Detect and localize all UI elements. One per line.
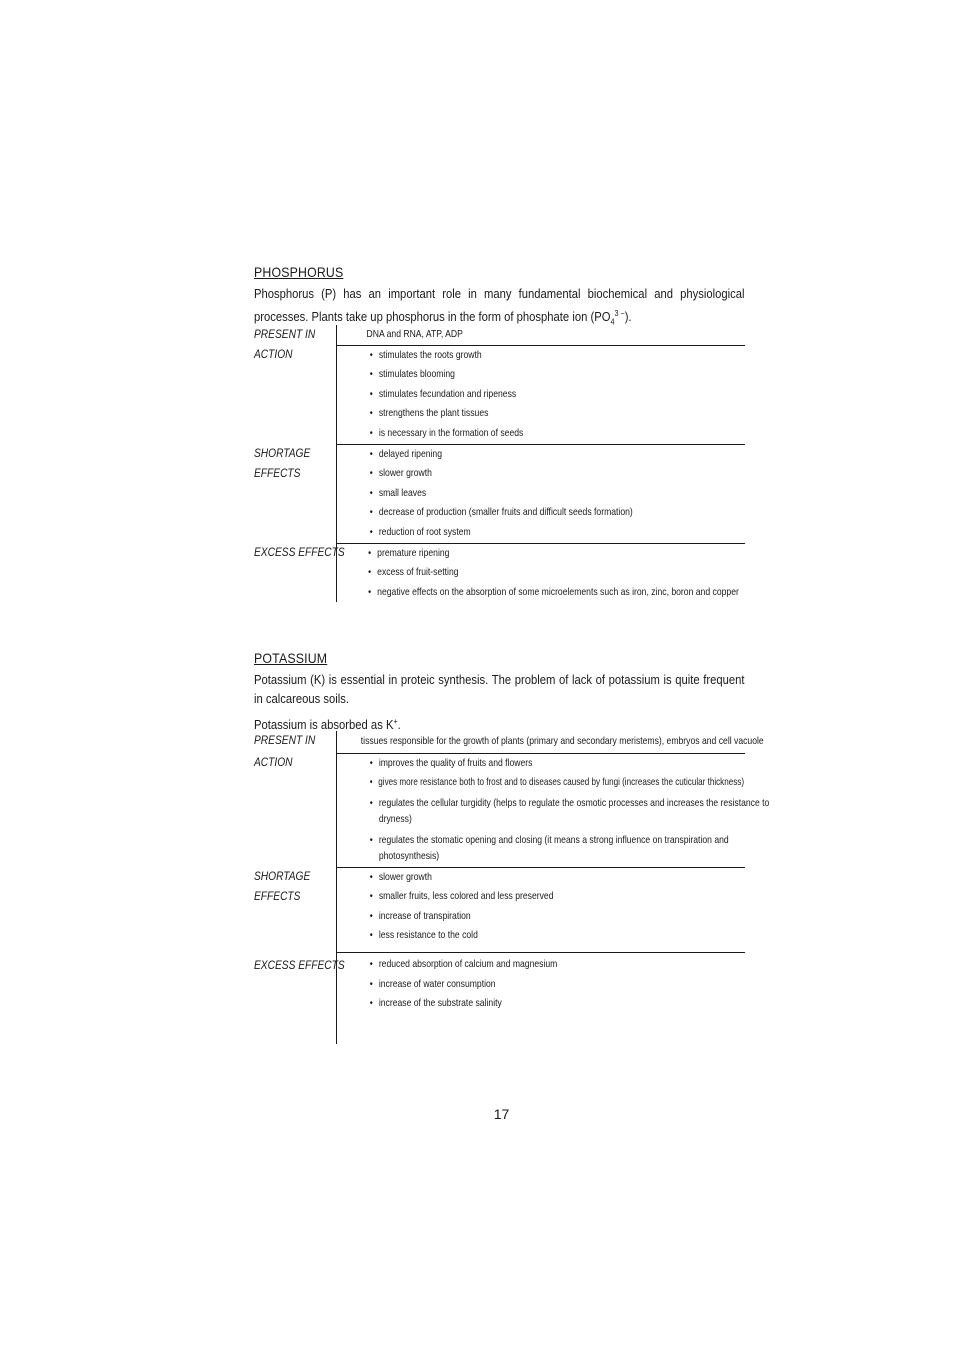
label-excess-effects: EXCESS EFFECTS	[254, 957, 345, 972]
list-item: • strengthens the plant tissues	[369, 407, 489, 420]
phosphorus-section	[254, 264, 745, 602]
list-item: • is necessary in the formation of seeds	[369, 426, 524, 439]
present-in-value: DNA and RNA, ATP, ADP	[366, 328, 463, 340]
page-number: 17	[493, 1106, 510, 1122]
label-excess-effects: EXCESS EFFECTS	[254, 545, 345, 560]
list-item: • smaller fruits, less colored and less preserved	[369, 890, 554, 903]
label-shortage: SHORTAGE	[254, 869, 311, 884]
list-item: • negative effects on the absorption of some microelements such as iron, zinc, boron and copper	[368, 585, 739, 598]
list-item: • increase of water consumption	[369, 977, 496, 990]
list-item: • decrease of production (smaller fruits and difficult seeds formation)	[369, 506, 633, 519]
row-shortage-effects	[254, 444, 745, 543]
list-item: • increase of transpiration	[369, 909, 471, 922]
label-present-in: PRESENT IN	[254, 327, 316, 341]
label-action: ACTION	[254, 755, 293, 769]
list-item: • slower growth	[369, 467, 432, 480]
list-item: • stimulates the roots growth	[369, 348, 482, 361]
label-action: ACTION	[254, 347, 293, 362]
label-effects: EFFECTS	[254, 888, 301, 903]
list-item: • reduction of root system	[369, 525, 471, 538]
section-title-potassium: POTASSIUM	[254, 650, 328, 666]
list-item: • regulates the stomatic opening and closing (it means a strong influence on transpiration and photosynthesis)	[369, 833, 729, 863]
row-excess-effects	[254, 543, 745, 602]
row-action	[254, 753, 745, 867]
list-item: • increase of the substrate salinity	[369, 997, 502, 1010]
list-item: • stimulates blooming	[369, 368, 455, 381]
list-item: • small leaves	[369, 486, 427, 499]
list-item: • excess of fruit-setting	[368, 566, 459, 579]
row-action	[254, 345, 745, 444]
list-item: • stimulates fecundation and ripeness	[369, 387, 517, 400]
section-title-phosphorus: PHOSPHORUS	[254, 264, 344, 280]
list-item: • gives more resistance both to frost and to diseases caused by fungi (increases the cuticular thickness)	[369, 776, 745, 789]
list-item: • delayed ripening	[369, 447, 443, 460]
potassium-absorption: Potassium is absorbed as K+.	[254, 717, 401, 733]
phosphorus-intro: Phosphorus (P) has an important role in many fundamental biochemical and physiological processes. Plants take up phosphorus in the form of phosphate ion $(PO_4^{3 -})$.	[254, 287, 745, 327]
present-in-value: tissues responsible for the growth of plants (primary and secondary meristems), embryos and cell vacuole	[360, 735, 764, 747]
potassium-section	[254, 650, 770, 1044]
label-effects: EFFECTS	[254, 465, 301, 480]
potassium-table	[254, 731, 770, 1044]
list-item: • reduced absorption of calcium and magnesium	[369, 958, 558, 971]
row-excess-effects	[254, 953, 745, 1044]
list-item: • slower growth	[369, 870, 432, 883]
label-present-in: PRESENT IN	[254, 733, 316, 747]
list-item: • less resistance to the cold	[369, 929, 478, 942]
list-item: • improves the quality of fruits and flowers	[369, 756, 533, 769]
list-item: • premature ripening	[368, 546, 450, 559]
row-shortage-effects	[254, 867, 745, 952]
potassium-intro: Potassium (K) is essential in proteic synthesis. The problem of lack of potassium is quite frequent in calcareous soils.	[254, 673, 745, 706]
phosphorus-table	[254, 325, 745, 602]
list-item: • regulates the cellular turgidity (helps to regulate the osmotic processes and increases the resistance to dryness)	[369, 796, 770, 826]
label-shortage: SHORTAGE	[254, 446, 311, 461]
